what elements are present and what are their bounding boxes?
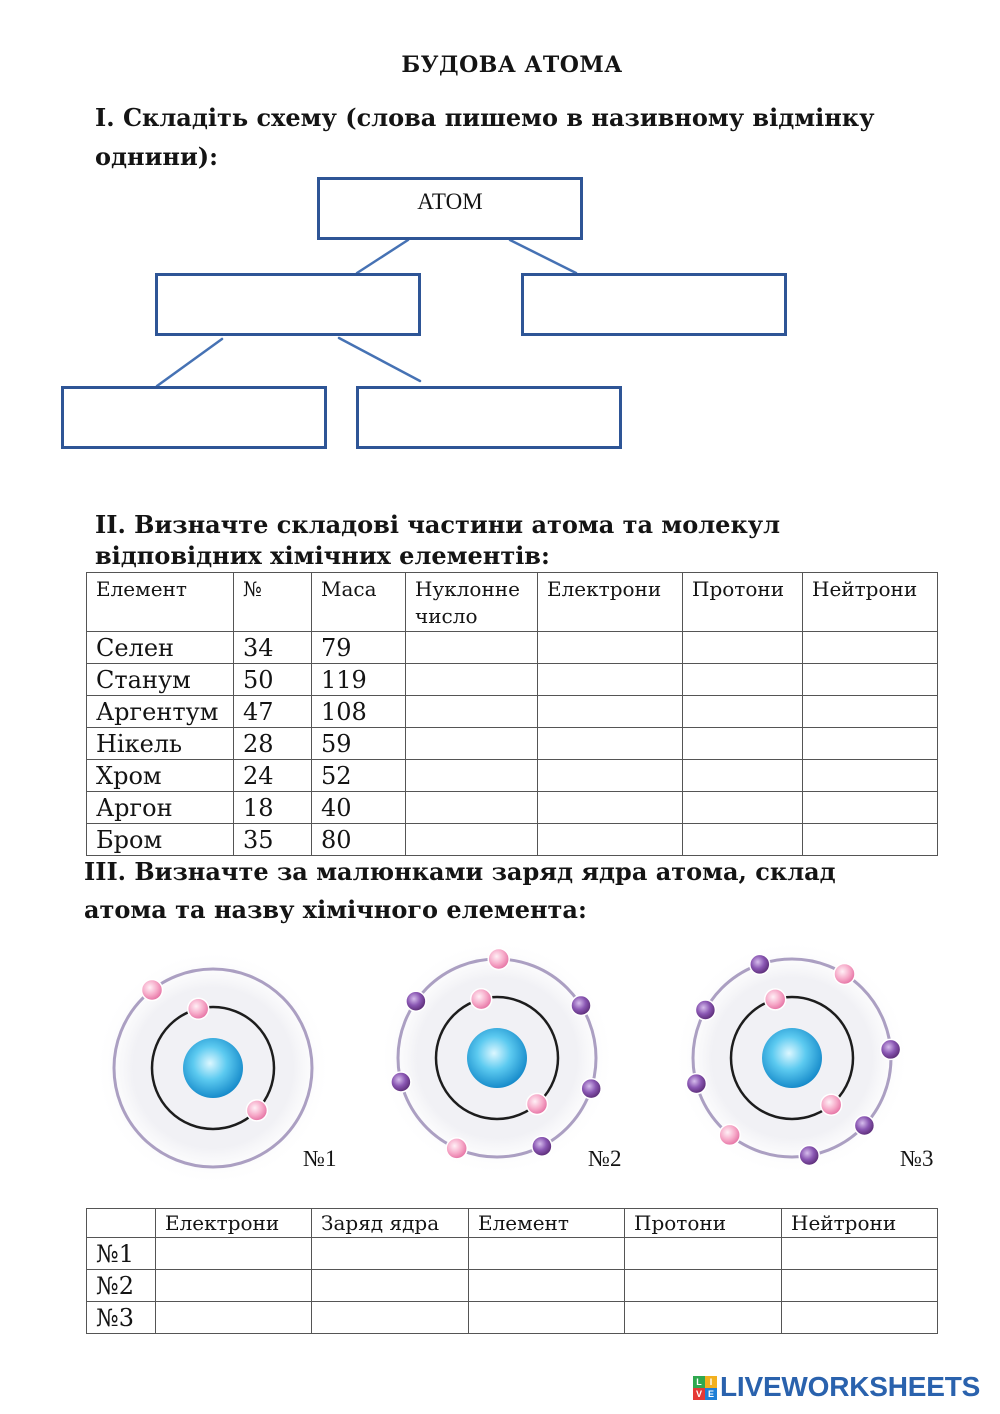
neutrons-answer-cell[interactable] <box>803 728 938 760</box>
electrons-answer-cell[interactable] <box>538 760 683 792</box>
logo-icon-letter: I <box>705 1376 717 1388</box>
table-row <box>87 1302 938 1334</box>
electrons-answer-cell[interactable] <box>538 696 683 728</box>
atomic-number-cell: 35 <box>234 824 312 856</box>
nucleon-number-answer-cell[interactable] <box>406 696 538 728</box>
atomic-number-cell: 50 <box>234 664 312 696</box>
table-row <box>87 824 938 856</box>
mass-cell: 79 <box>312 632 406 664</box>
section3-heading-line-2: атома та назву хімічного елемента: <box>84 895 587 924</box>
nucleon-number-answer-cell[interactable] <box>406 792 538 824</box>
electron-purple-outer-shell <box>391 1072 411 1092</box>
scheme-box-level2-left[interactable] <box>155 273 421 336</box>
nucleus <box>183 1038 243 1098</box>
element-name-cell: Селен <box>87 632 234 664</box>
nuclear-charge-answer-cell[interactable] <box>312 1302 469 1334</box>
element-answer-cell[interactable] <box>469 1302 625 1334</box>
liveworksheets-logo[interactable]: LIVEWORKSHEETS <box>720 1371 981 1402</box>
scheme-root-label: АТОМ <box>417 189 483 214</box>
element-name-cell: Станум <box>87 664 234 696</box>
atom-label-cell: №1 <box>87 1238 156 1270</box>
atom-diagram-3 <box>672 938 912 1178</box>
nuclear-charge-answer-cell[interactable] <box>312 1270 469 1302</box>
header-electrons: Електрони <box>156 1209 312 1238</box>
nucleon-number-answer-cell[interactable] <box>406 664 538 696</box>
protons-answer-cell[interactable] <box>683 696 803 728</box>
electrons-answer-cell[interactable] <box>538 824 683 856</box>
electrons-answer-cell[interactable] <box>538 632 683 664</box>
header-row <box>87 1209 938 1238</box>
protons-answer-cell[interactable] <box>625 1302 782 1334</box>
electrons-answer-cell[interactable] <box>156 1238 312 1270</box>
atomic-number-cell: 34 <box>234 632 312 664</box>
electron-purple-outer-shell <box>571 996 591 1016</box>
section2-heading-line-2: відповідних хімічних елементів: <box>95 541 550 570</box>
electron-purple-outer-shell <box>854 1116 874 1136</box>
element-name-cell: Хром <box>87 760 234 792</box>
element-name-cell: Аргентум <box>87 696 234 728</box>
electrons-answer-cell[interactable] <box>156 1302 312 1334</box>
table-row <box>87 728 938 760</box>
nucleus <box>762 1028 822 1088</box>
electrons-answer-cell[interactable] <box>538 792 683 824</box>
protons-answer-cell[interactable] <box>683 824 803 856</box>
electron-purple-outer-shell <box>581 1079 601 1099</box>
neutrons-answer-cell[interactable] <box>803 632 938 664</box>
atom-label-cell: №2 <box>87 1270 156 1302</box>
atom-label-3: №3 <box>900 1146 934 1171</box>
scheme-box-root <box>317 177 583 240</box>
electron-pink-outer-shell <box>488 949 509 970</box>
electrons-answer-cell[interactable] <box>538 664 683 696</box>
atom-label-2: №2 <box>588 1146 622 1171</box>
protons-answer-cell[interactable] <box>683 728 803 760</box>
scheme-box-level2-right[interactable] <box>521 273 787 336</box>
table-row <box>87 1238 938 1270</box>
header-neutrons: Нейтрони <box>803 573 938 632</box>
electron-pink-inner-shell <box>246 1100 267 1121</box>
electron-pink-inner-shell <box>765 989 786 1010</box>
section1-heading-line-2: однини): <box>95 142 218 171</box>
neutrons-answer-cell[interactable] <box>803 824 938 856</box>
neutrons-answer-cell[interactable] <box>782 1270 938 1302</box>
elements-table <box>86 572 938 856</box>
header-element: Елемент <box>469 1209 625 1238</box>
atom-diagram-1 <box>93 948 333 1188</box>
connector-line <box>510 240 576 273</box>
electron-pink-outer-shell <box>142 980 163 1001</box>
logo-icon-letter: L <box>693 1376 705 1388</box>
header-atomic-number: № <box>234 573 312 632</box>
electron-pink-outer-shell <box>446 1138 467 1159</box>
header-nucleon-number: Нуклонне число <box>406 573 538 632</box>
header-neutrons: Нейтрони <box>782 1209 938 1238</box>
section1-heading-line-1: І. Складіть схему (слова пишемо в називному відмінку <box>95 103 875 132</box>
electron-purple-outer-shell <box>686 1074 706 1094</box>
header-row <box>87 573 938 632</box>
electron-pink-inner-shell <box>821 1094 842 1115</box>
electron-purple-outer-shell <box>532 1136 552 1156</box>
connector-line <box>339 338 420 381</box>
protons-answer-cell[interactable] <box>625 1238 782 1270</box>
header-nuclear-charge: Заряд ядра <box>312 1209 469 1238</box>
atoms-table <box>86 1208 938 1334</box>
protons-answer-cell[interactable] <box>683 760 803 792</box>
atomic-number-cell: 47 <box>234 696 312 728</box>
electron-purple-outer-shell <box>881 1039 901 1059</box>
electron-pink-inner-shell <box>527 1094 548 1115</box>
element-answer-cell[interactable] <box>469 1238 625 1270</box>
element-name-cell: Аргон <box>87 792 234 824</box>
electrons-answer-cell[interactable] <box>156 1270 312 1302</box>
mass-cell: 59 <box>312 728 406 760</box>
neutrons-answer-cell[interactable] <box>803 760 938 792</box>
protons-answer-cell[interactable] <box>683 792 803 824</box>
header-electrons: Електрони <box>538 573 683 632</box>
electron-pink-outer-shell <box>719 1124 740 1145</box>
logo-icon-letter: V <box>693 1388 705 1400</box>
header-protons: Протони <box>683 573 803 632</box>
electron-purple-outer-shell <box>799 1146 819 1166</box>
mass-cell: 80 <box>312 824 406 856</box>
logo-icon-letter: E <box>705 1388 717 1400</box>
liveworksheets-logo-icon <box>693 1376 717 1400</box>
mass-cell: 119 <box>312 664 406 696</box>
electron-purple-outer-shell <box>695 1000 715 1020</box>
electron-pink-inner-shell <box>188 998 209 1019</box>
table-row <box>87 1270 938 1302</box>
table-row <box>87 696 938 728</box>
corner-cell <box>87 1209 156 1238</box>
atom-label-1: №1 <box>303 1146 337 1171</box>
scheme-box-level3-left[interactable] <box>61 386 327 449</box>
electron-purple-outer-shell <box>750 954 770 974</box>
electron-pink-inner-shell <box>471 989 492 1010</box>
nucleus <box>467 1028 527 1088</box>
electron-pink-outer-shell <box>834 964 855 985</box>
nucleon-number-answer-cell[interactable] <box>406 760 538 792</box>
section3-heading-line-1: ІІІ. Визначте за малюнками заряд ядра атома, склад <box>84 857 836 886</box>
header-protons: Протони <box>625 1209 782 1238</box>
nucleon-number-answer-cell[interactable] <box>406 824 538 856</box>
scheme-box-level3-right[interactable] <box>356 386 622 449</box>
table-row <box>87 664 938 696</box>
header-mass: Маса <box>312 573 406 632</box>
connector-line <box>357 240 408 273</box>
protons-answer-cell[interactable] <box>625 1270 782 1302</box>
connector-line <box>157 339 222 386</box>
section2-heading-line-1: ІІ. Визначте складові частини атома та молекул <box>95 510 781 539</box>
atomic-number-cell: 24 <box>234 760 312 792</box>
page-title: БУДОВА АТОМА <box>401 52 623 78</box>
neutrons-answer-cell[interactable] <box>803 664 938 696</box>
atom-label-cell: №3 <box>87 1302 156 1334</box>
atomic-number-cell: 28 <box>234 728 312 760</box>
protons-answer-cell[interactable] <box>683 632 803 664</box>
neutrons-answer-cell[interactable] <box>803 792 938 824</box>
element-name-cell: Бром <box>87 824 234 856</box>
nuclear-charge-answer-cell[interactable] <box>312 1238 469 1270</box>
nucleon-number-answer-cell[interactable] <box>406 728 538 760</box>
table-row <box>87 792 938 824</box>
element-answer-cell[interactable] <box>469 1270 625 1302</box>
mass-cell: 40 <box>312 792 406 824</box>
nucleon-number-answer-cell[interactable] <box>406 632 538 664</box>
electrons-answer-cell[interactable] <box>538 728 683 760</box>
protons-answer-cell[interactable] <box>683 664 803 696</box>
electron-purple-outer-shell <box>406 991 426 1011</box>
neutrons-answer-cell[interactable] <box>782 1302 938 1334</box>
element-name-cell: Нікель <box>87 728 234 760</box>
neutrons-answer-cell[interactable] <box>782 1238 938 1270</box>
atom-diagram-2 <box>377 938 617 1178</box>
atomic-number-cell: 18 <box>234 792 312 824</box>
mass-cell: 52 <box>312 760 406 792</box>
mass-cell: 108 <box>312 696 406 728</box>
table-row <box>87 632 938 664</box>
neutrons-answer-cell[interactable] <box>803 696 938 728</box>
table-row <box>87 760 938 792</box>
header-element-name: Елемент <box>87 573 234 632</box>
